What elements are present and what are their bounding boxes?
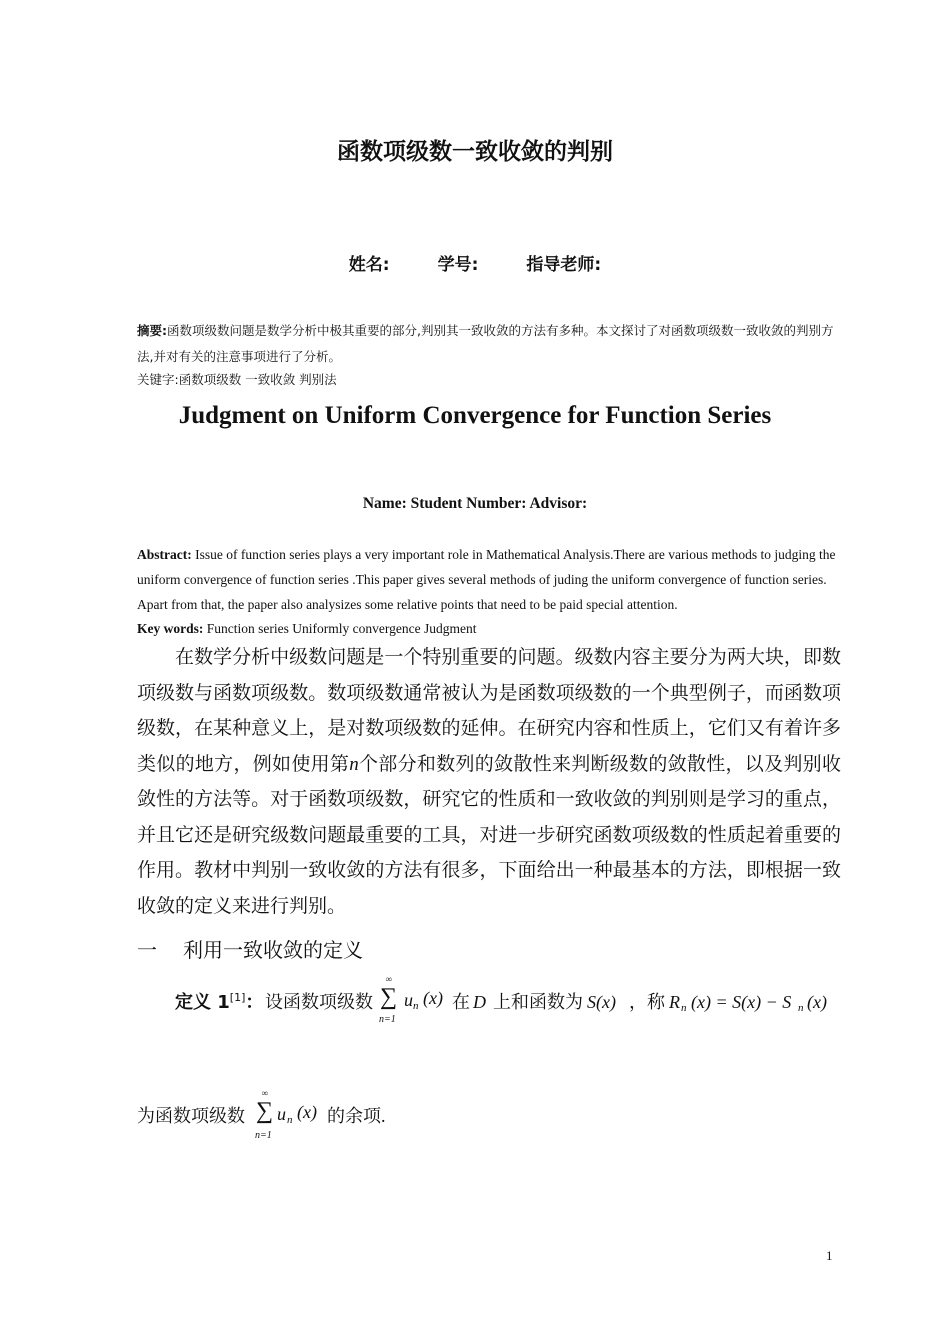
student-number-label: 学号: bbox=[437, 255, 479, 275]
chinese-keywords-label: 关键字: bbox=[137, 372, 179, 387]
page-number: 1 bbox=[826, 1248, 833, 1263]
remainder-R-subscript: n bbox=[681, 1002, 687, 1014]
body-text-part-1: 在数学分析中级数问题是一个特别重要的问题。级数内容主要分为两大块，即数项级数与函数项级数。数项级数通常被认为是函数项级数的一个典型例子，而函数项级数，在某种意义上，是对数项级数的延伸。在研究内容和性质上，它们又有着许多类似的地方，例如使用第 bbox=[137, 647, 841, 775]
english-abstract-text: Issue of function series plays a very important role in Mathematical Analysis.There are various methods to judging the uniform convergence of function series .This paper gives several methods of juding the uniform convergence of function series. Apart from that, the paper also analysizes some relative points that need to be paid special attention. bbox=[137, 547, 836, 612]
english-abstract bbox=[137, 542, 841, 617]
english-keywords-label: Key words: bbox=[137, 621, 204, 636]
body-text-part-2: 个部分和数列的敛散性来判断级数的敛散性，以及判别收敛性的方法等。对于函数项级数，研究它的性质和一致收敛的判别则是学习的重点，并且它还是研究级数问题最重要的工具，对进一步研究函数项级数的性质起着重要的作用。教材中判别一致收敛的方法有很多，下面给出一种最基本的方法，即根据一致收敛的定义来进行判别。 bbox=[137, 753, 841, 917]
body-paragraph bbox=[137, 640, 841, 924]
remainder-term-subscript: n bbox=[287, 1114, 293, 1126]
chinese-abstract-text: 函数项级数问题是数学分析中极其重要的部分,判别其一致收敛的方法有多种。本文探讨了对函数项级数一致收敛的判别方法,并对有关的注意事项进行了分析。 bbox=[137, 323, 834, 364]
remainder-expression: (x) = S(x) − S bbox=[691, 992, 792, 1012]
english-title: Judgment on Uniform Convergence for Function Series bbox=[178, 402, 772, 429]
english-abstract-label: Abstract: bbox=[137, 547, 192, 562]
remainder-term-u: u bbox=[277, 1104, 286, 1124]
chinese-title: 函数项级数一致收敛的判别 bbox=[337, 139, 613, 165]
sum-function-S: S(x) bbox=[587, 992, 616, 1012]
chinese-abstract-label: 摘要: bbox=[137, 323, 167, 338]
domain-D: D bbox=[473, 992, 486, 1012]
english-author-line: Name: Student Number: Advisor: bbox=[362, 495, 588, 512]
sum-symbol: ∑ bbox=[380, 984, 398, 1010]
name-label: 姓名: bbox=[348, 255, 390, 275]
definition-text-4: ，称 bbox=[629, 992, 665, 1012]
citation-ref: [1] bbox=[229, 991, 246, 1004]
remainder-text-2: 的余项. bbox=[327, 1106, 386, 1126]
variable-n: n bbox=[349, 753, 359, 775]
definition-text-3: 上和函数为 bbox=[493, 992, 583, 1012]
section-heading-1 bbox=[137, 934, 363, 963]
section-number: 一 bbox=[137, 938, 157, 962]
partial-sum-subscript: n bbox=[798, 1002, 804, 1014]
remainder-sum-lower-limit: n=1 bbox=[255, 1130, 272, 1141]
partial-sum-argument: (x) bbox=[807, 992, 827, 1012]
definition-text-2: 在 bbox=[452, 992, 470, 1012]
sum-upper-limit: ∞ bbox=[385, 974, 393, 984]
remainder-term-argument: (x) bbox=[297, 1102, 317, 1122]
english-keywords bbox=[137, 621, 841, 637]
sum-lower-limit: n=1 bbox=[379, 1014, 396, 1025]
term-u-subscript: n bbox=[413, 1000, 419, 1012]
remainder-text-1: 为函数项级数 bbox=[137, 1106, 245, 1126]
section-title: 利用一致收敛的定义 bbox=[183, 938, 363, 962]
definition-1 bbox=[175, 974, 855, 1038]
term-u: u bbox=[404, 990, 413, 1010]
chinese-abstract bbox=[137, 318, 841, 370]
english-keywords-text: Function series Uniformly convergence Judgment bbox=[206, 621, 477, 636]
chinese-author-line bbox=[0, 250, 950, 275]
advisor-label: 指导老师: bbox=[526, 255, 602, 275]
remainder-R: R bbox=[669, 992, 680, 1012]
remainder-sum-symbol: ∑ bbox=[256, 1098, 274, 1124]
remainder-sum-upper-limit: ∞ bbox=[261, 1088, 269, 1098]
definition-text-1: 设函数项级数 bbox=[265, 992, 373, 1012]
chinese-keywords bbox=[137, 370, 841, 388]
definition-label: 定义 1[1]： bbox=[175, 991, 264, 1013]
chinese-keywords-text: 函数项级数 一致收敛 判别法 bbox=[178, 372, 337, 387]
term-argument: (x) bbox=[423, 988, 443, 1008]
remainder-statement bbox=[137, 1088, 737, 1150]
